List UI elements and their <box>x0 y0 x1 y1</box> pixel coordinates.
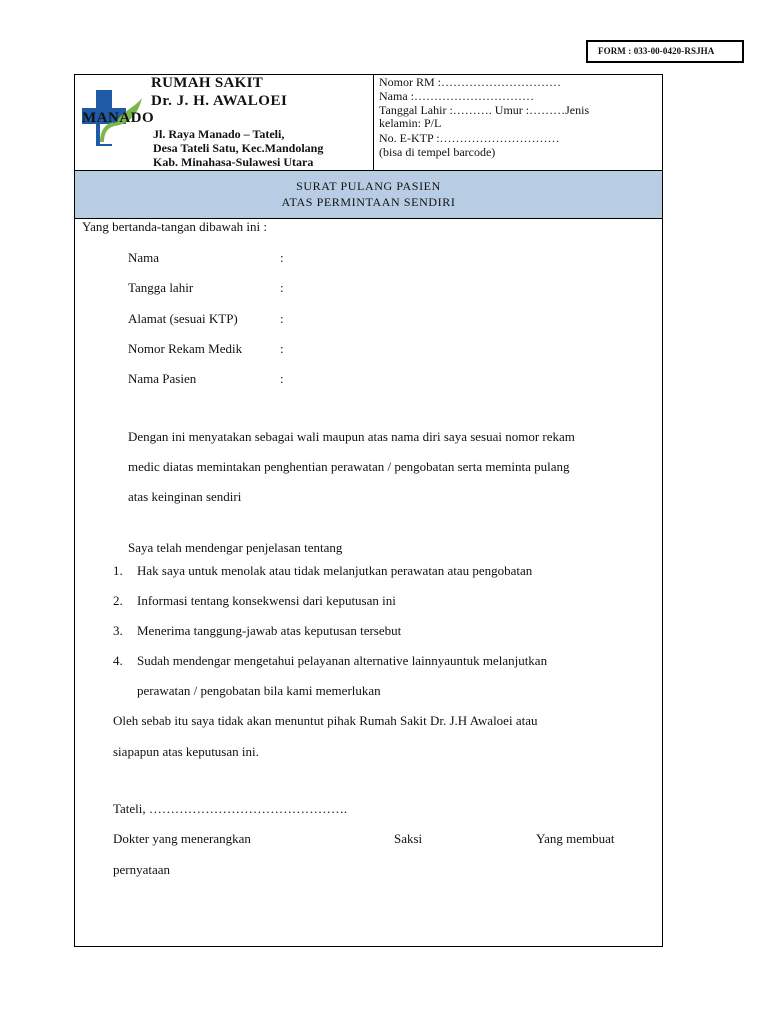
statement-line: medic diatas memintakan penghentian perawatan / pengobatan serta meminta pulang <box>128 459 570 474</box>
patient-box-line: (bisa di tempel barcode) <box>379 145 496 159</box>
field-label-alamat: Alamat (sesuai KTP) <box>128 311 238 326</box>
field-colon: : <box>280 341 284 356</box>
signature-maker-label-cont: pernyataan <box>113 862 171 877</box>
patient-box-line: Tanggal Lahir :………. Umur :………Jenis <box>379 103 590 117</box>
list-item: Menerima tanggung-jawab atas keputusan tersebut <box>137 623 402 638</box>
closing-line: siapapun atas keputusan ini. <box>113 744 259 759</box>
field-label-nama: Nama <box>128 250 160 265</box>
field-label-nomor-rekam-medik: Nomor Rekam Medik <box>128 341 243 356</box>
patient-box-line: Nomor RM :………………………… <box>379 75 562 89</box>
list-number: 4. <box>113 653 123 668</box>
patient-box-line: kelamin: P/L <box>379 116 442 130</box>
list-item-continuation: perawatan / pengobatan bila kami memerlukan <box>137 683 381 698</box>
patient-box-line: No. E-KTP :………………………… <box>379 131 560 145</box>
closing-line: Oleh sebab itu saya tidak akan menuntut pihak Rumah Sakit Dr. J.H Awaloei atau <box>113 713 538 728</box>
address-line: Desa Tateli Satu, Kec.Mandolang <box>153 141 324 155</box>
list-number: 2. <box>113 593 123 608</box>
patient-box-line: Nama :………………………… <box>379 89 534 103</box>
list-number: 1. <box>113 563 123 578</box>
list-item: Informasi tentang konsekwensi dari keputusan ini <box>137 593 396 608</box>
field-label-tanggal-lahir: Tangga lahir <box>128 280 194 295</box>
field-colon: : <box>280 371 284 386</box>
list-item: Sudah mendengar mengetahui pelayanan alternative lainnyauntuk melanjutkan <box>137 653 548 668</box>
field-label-nama-pasien: Nama Pasien <box>128 371 197 386</box>
heard-intro: Saya telah mendengar penjelasan tentang <box>128 540 343 555</box>
address-line: Jl. Raya Manado – Tateli, <box>153 127 285 141</box>
form-code-text: FORM : 033-00-0420-RSJHA <box>598 46 715 56</box>
hospital-name-line2: Dr. J. H. AWALOEI <box>151 93 288 109</box>
statement-line: atas keinginan sendiri <box>128 489 242 504</box>
field-colon: : <box>280 311 284 326</box>
signature-witness-label: Saksi <box>394 831 423 846</box>
signature-doctor-label: Dokter yang menerangkan <box>113 831 251 846</box>
field-colon: : <box>280 250 284 265</box>
intro-text: Yang bertanda-tangan dibawah ini : <box>82 219 267 234</box>
list-number: 3. <box>113 623 123 638</box>
document-title-line2: ATAS PERMINTAAN SENDIRI <box>281 195 456 209</box>
header-divider <box>373 74 374 170</box>
statement-line: Dengan ini menyatakan sebagai wali maupun atas nama diri saya sesuai nomor rekam <box>128 429 575 444</box>
form-code-box <box>586 40 744 63</box>
address-line: Kab. Minahasa-Sulawesi Utara <box>153 155 314 169</box>
field-colon: : <box>280 280 284 295</box>
hospital-name-line3: MANADO <box>82 110 155 126</box>
signature-maker-label: Yang membuat <box>536 831 615 846</box>
hospital-name-line1: RUMAH SAKIT <box>151 75 264 91</box>
list-item: Hak saya untuk menolak atau tidak melanjutkan perawatan atau pengobatan <box>137 563 533 578</box>
document-title-line1: SURAT PULANG PASIEN <box>296 179 441 193</box>
place-date-field: Tateli, ………………………………………. <box>113 801 348 816</box>
